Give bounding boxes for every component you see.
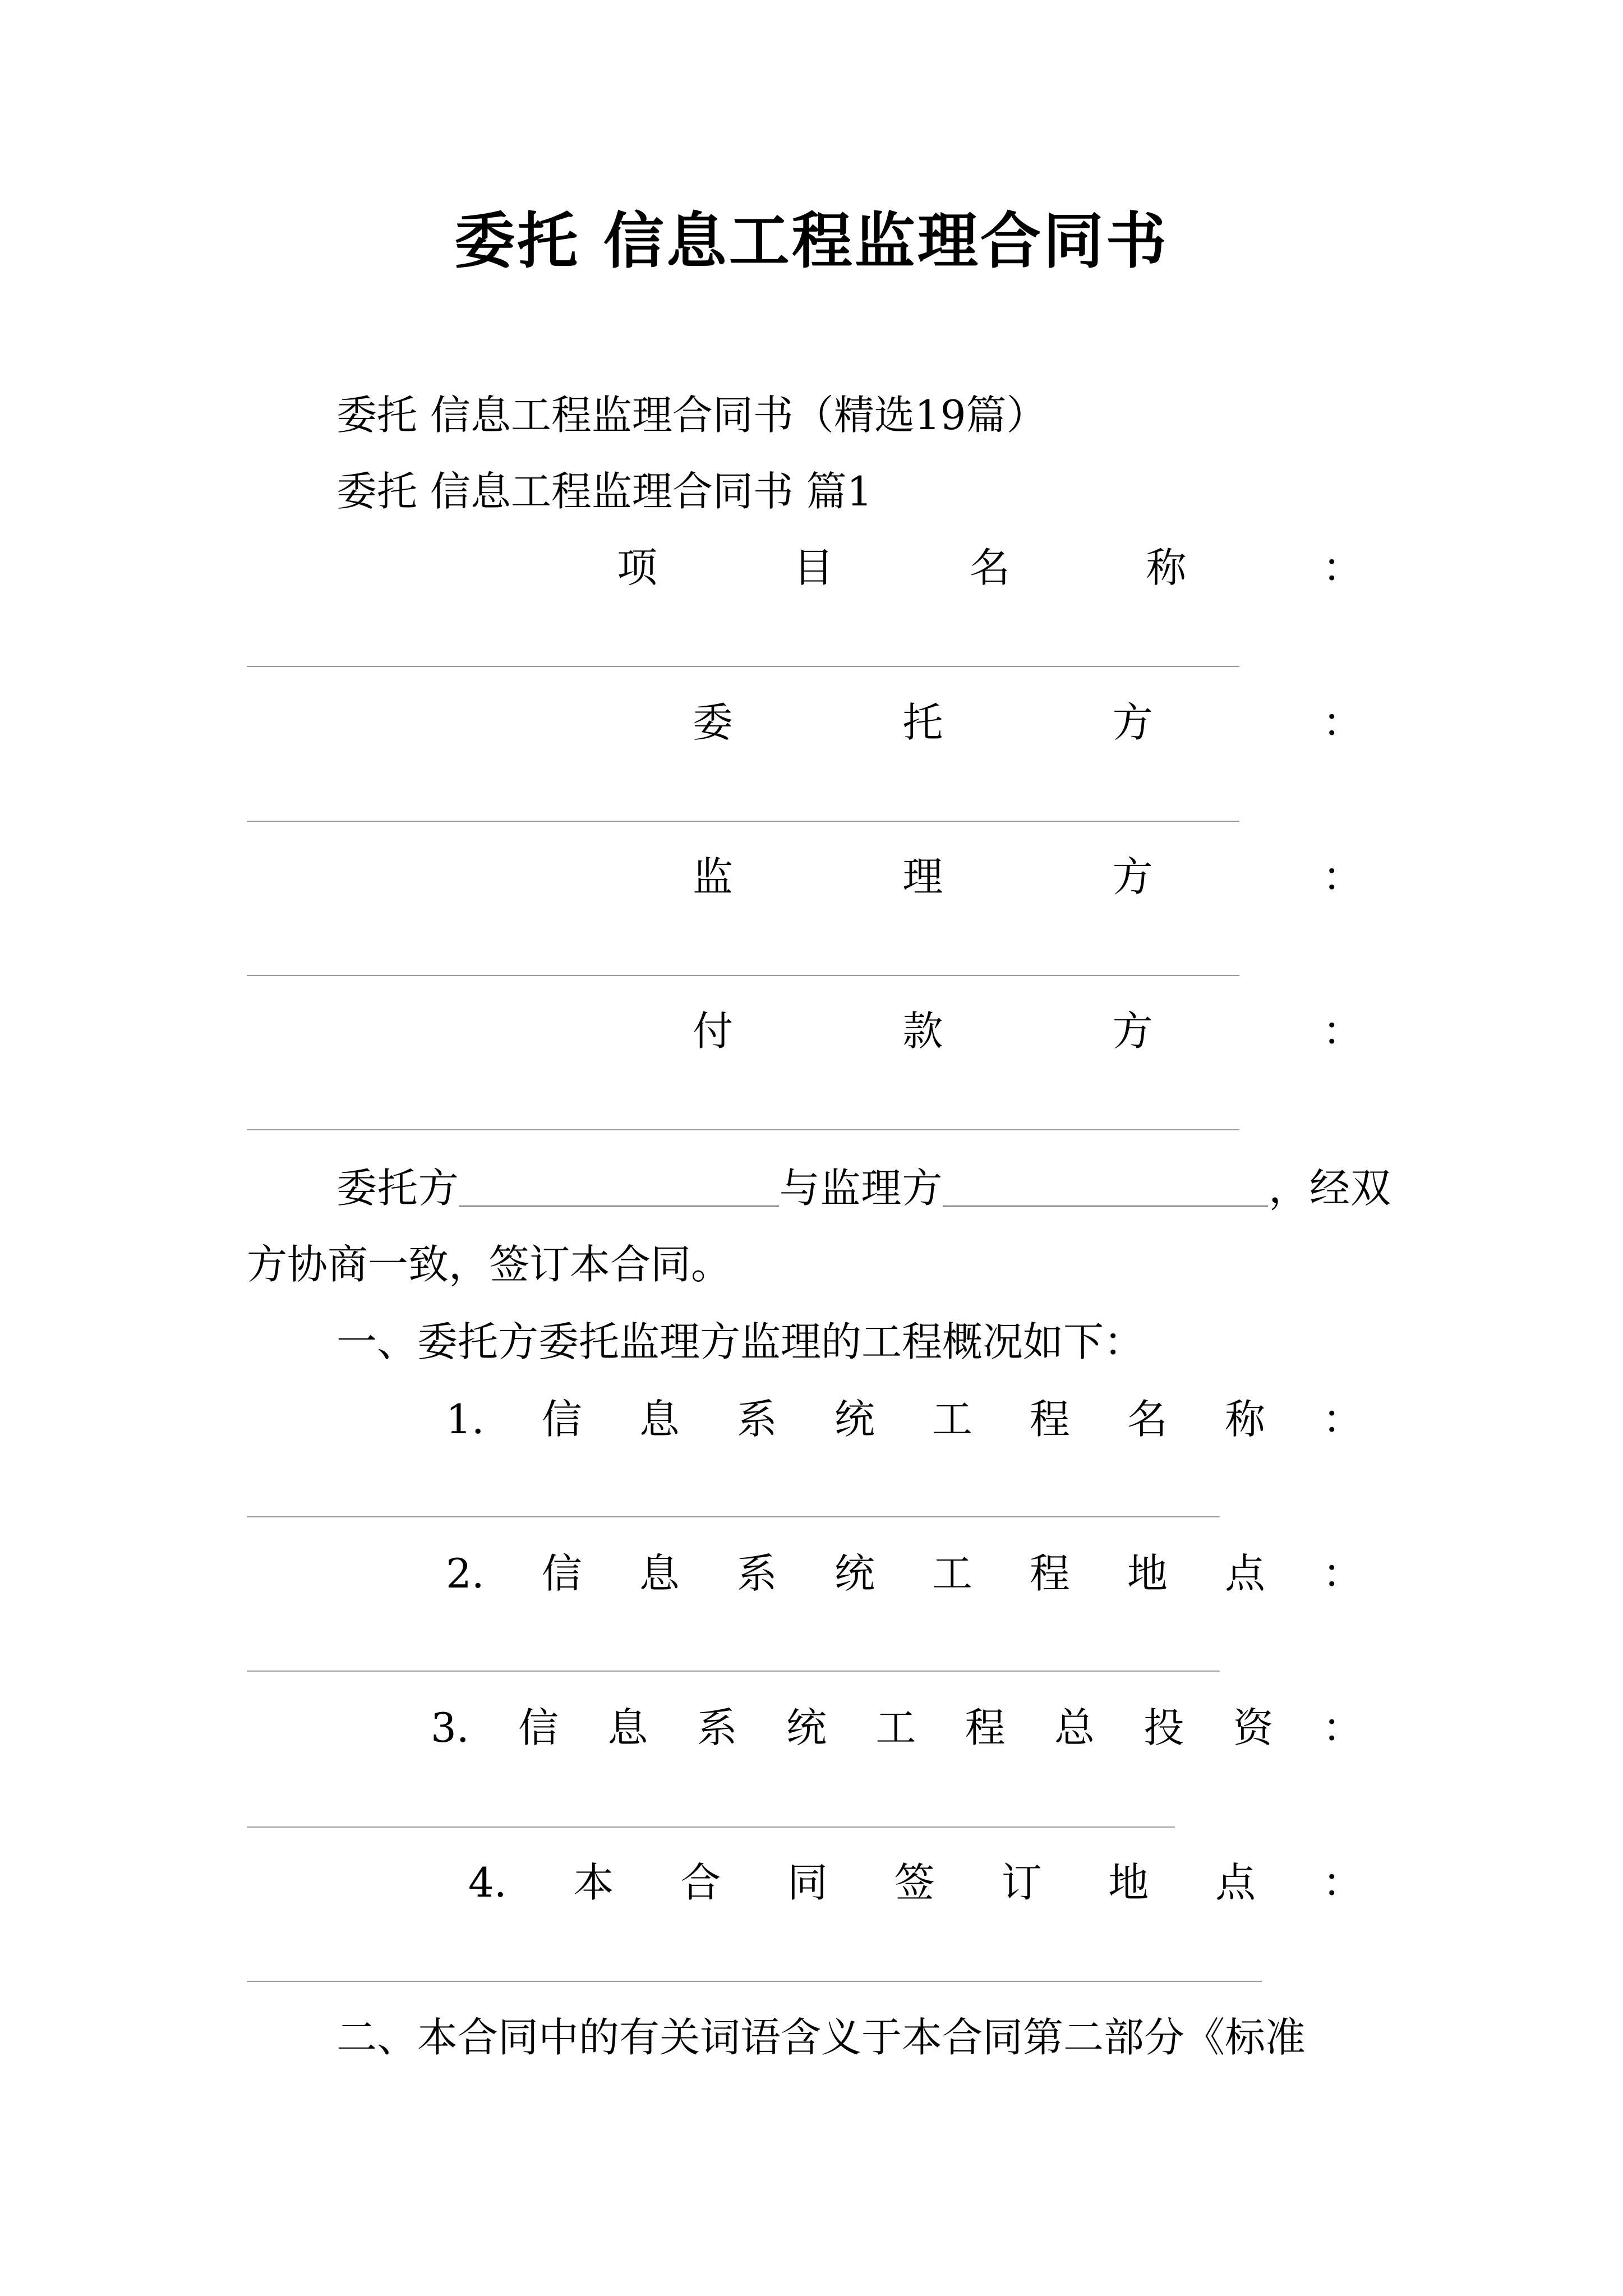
field-char: 名 bbox=[969, 544, 1010, 591]
item-number: 4. bbox=[468, 1859, 507, 1906]
item-number: 3. bbox=[431, 1704, 469, 1751]
field-char: 方 bbox=[1112, 853, 1153, 900]
item-char: 总 bbox=[1054, 1704, 1095, 1751]
item-char: 工 bbox=[875, 1704, 916, 1751]
intro-text-supervisor: 与监理方 bbox=[778, 1165, 943, 1212]
item-char: 点 bbox=[1215, 1859, 1256, 1906]
item-char: 统 bbox=[834, 1396, 875, 1443]
item-colon: ： bbox=[1322, 1859, 1363, 1906]
field-colon: ： bbox=[1322, 1007, 1363, 1055]
item-char: 地 bbox=[1127, 1550, 1168, 1597]
item-char: 资 bbox=[1233, 1704, 1274, 1751]
item-char: 签 bbox=[894, 1859, 935, 1906]
item-char: 称 bbox=[1224, 1396, 1265, 1443]
item-char: 统 bbox=[786, 1704, 827, 1751]
item-char: 信 bbox=[541, 1396, 582, 1443]
item-2-underline bbox=[247, 1671, 1220, 1672]
field-supervisor-underline bbox=[247, 975, 1239, 976]
item-char: 本 bbox=[573, 1859, 614, 1906]
item-char: 信 bbox=[541, 1550, 582, 1597]
item-colon: ： bbox=[1322, 1396, 1363, 1443]
field-char: 监 bbox=[693, 853, 734, 900]
item-char: 工 bbox=[932, 1396, 972, 1443]
item-char: 同 bbox=[787, 1859, 828, 1906]
field-client-label bbox=[693, 694, 1363, 751]
intro-text-client: 委托方 bbox=[336, 1165, 459, 1212]
field-payer-label bbox=[693, 1003, 1363, 1059]
item-2-label bbox=[446, 1545, 1363, 1602]
item-char: 名 bbox=[1127, 1396, 1168, 1443]
field-char: 方 bbox=[1112, 1007, 1153, 1055]
part-heading: 委托 信息工程监理合同书 篇1 bbox=[336, 468, 873, 515]
item-1-underline bbox=[247, 1516, 1220, 1517]
field-char: 付 bbox=[693, 1007, 734, 1055]
field-char: 项 bbox=[617, 544, 658, 591]
item-char: 系 bbox=[736, 1396, 777, 1443]
field-char: 理 bbox=[902, 853, 943, 900]
item-char: 息 bbox=[639, 1396, 680, 1443]
item-char: 系 bbox=[697, 1704, 737, 1751]
field-colon: ： bbox=[1322, 853, 1363, 900]
field-char: 款 bbox=[902, 1007, 943, 1055]
field-char: 方 bbox=[1112, 699, 1153, 746]
item-4-underline bbox=[247, 1981, 1262, 1982]
field-supervisor-label bbox=[693, 849, 1363, 905]
item-char: 投 bbox=[1144, 1704, 1184, 1751]
document-subtitle: 委托 信息工程监理合同书（精选19篇） bbox=[336, 392, 1047, 439]
field-payer-underline bbox=[247, 1129, 1239, 1130]
item-char: 程 bbox=[965, 1704, 1006, 1751]
item-char: 息 bbox=[639, 1550, 680, 1597]
item-char: 合 bbox=[680, 1859, 721, 1906]
field-char: 委 bbox=[693, 699, 734, 746]
item-char: 地 bbox=[1108, 1859, 1149, 1906]
item-number: 2. bbox=[446, 1550, 485, 1597]
item-4-label bbox=[468, 1855, 1363, 1911]
item-char: 程 bbox=[1029, 1396, 1070, 1443]
item-char: 息 bbox=[607, 1704, 648, 1751]
section-2-text: 二、本合同中的有关词语含义于本合同第二部分《标准 bbox=[336, 2014, 1306, 2061]
intro-text-agreement: ，经双方协商一致，签订本合同。 bbox=[247, 1165, 1391, 1288]
item-char: 程 bbox=[1029, 1550, 1070, 1597]
supervisor-blank bbox=[943, 1170, 1268, 1207]
item-char: 订 bbox=[1001, 1859, 1042, 1906]
item-char: 工 bbox=[932, 1550, 972, 1597]
item-number: 1. bbox=[446, 1396, 485, 1443]
item-1-label bbox=[446, 1391, 1363, 1447]
item-char: 统 bbox=[834, 1550, 875, 1597]
field-client-underline bbox=[247, 821, 1239, 822]
field-project-name-label bbox=[617, 540, 1363, 596]
section-1-heading: 一、委托方委托监理方监理的工程概况如下： bbox=[336, 1318, 1145, 1365]
field-char: 托 bbox=[902, 699, 943, 746]
item-char: 点 bbox=[1224, 1550, 1265, 1597]
item-3-label bbox=[431, 1700, 1363, 1756]
field-colon: ： bbox=[1322, 544, 1363, 591]
item-colon: ： bbox=[1322, 1704, 1363, 1751]
field-colon: ： bbox=[1322, 699, 1363, 746]
item-colon: ： bbox=[1322, 1550, 1363, 1597]
item-char: 系 bbox=[736, 1550, 777, 1597]
field-project-name-underline bbox=[247, 666, 1239, 667]
item-char: 信 bbox=[518, 1704, 559, 1751]
intro-paragraph bbox=[247, 1150, 1391, 1303]
document-title: 委托 信息工程监理合同书 bbox=[454, 206, 1169, 277]
field-char: 目 bbox=[793, 544, 834, 591]
field-char: 称 bbox=[1146, 544, 1187, 591]
item-3-underline bbox=[247, 1826, 1175, 1828]
client-blank bbox=[459, 1170, 779, 1207]
